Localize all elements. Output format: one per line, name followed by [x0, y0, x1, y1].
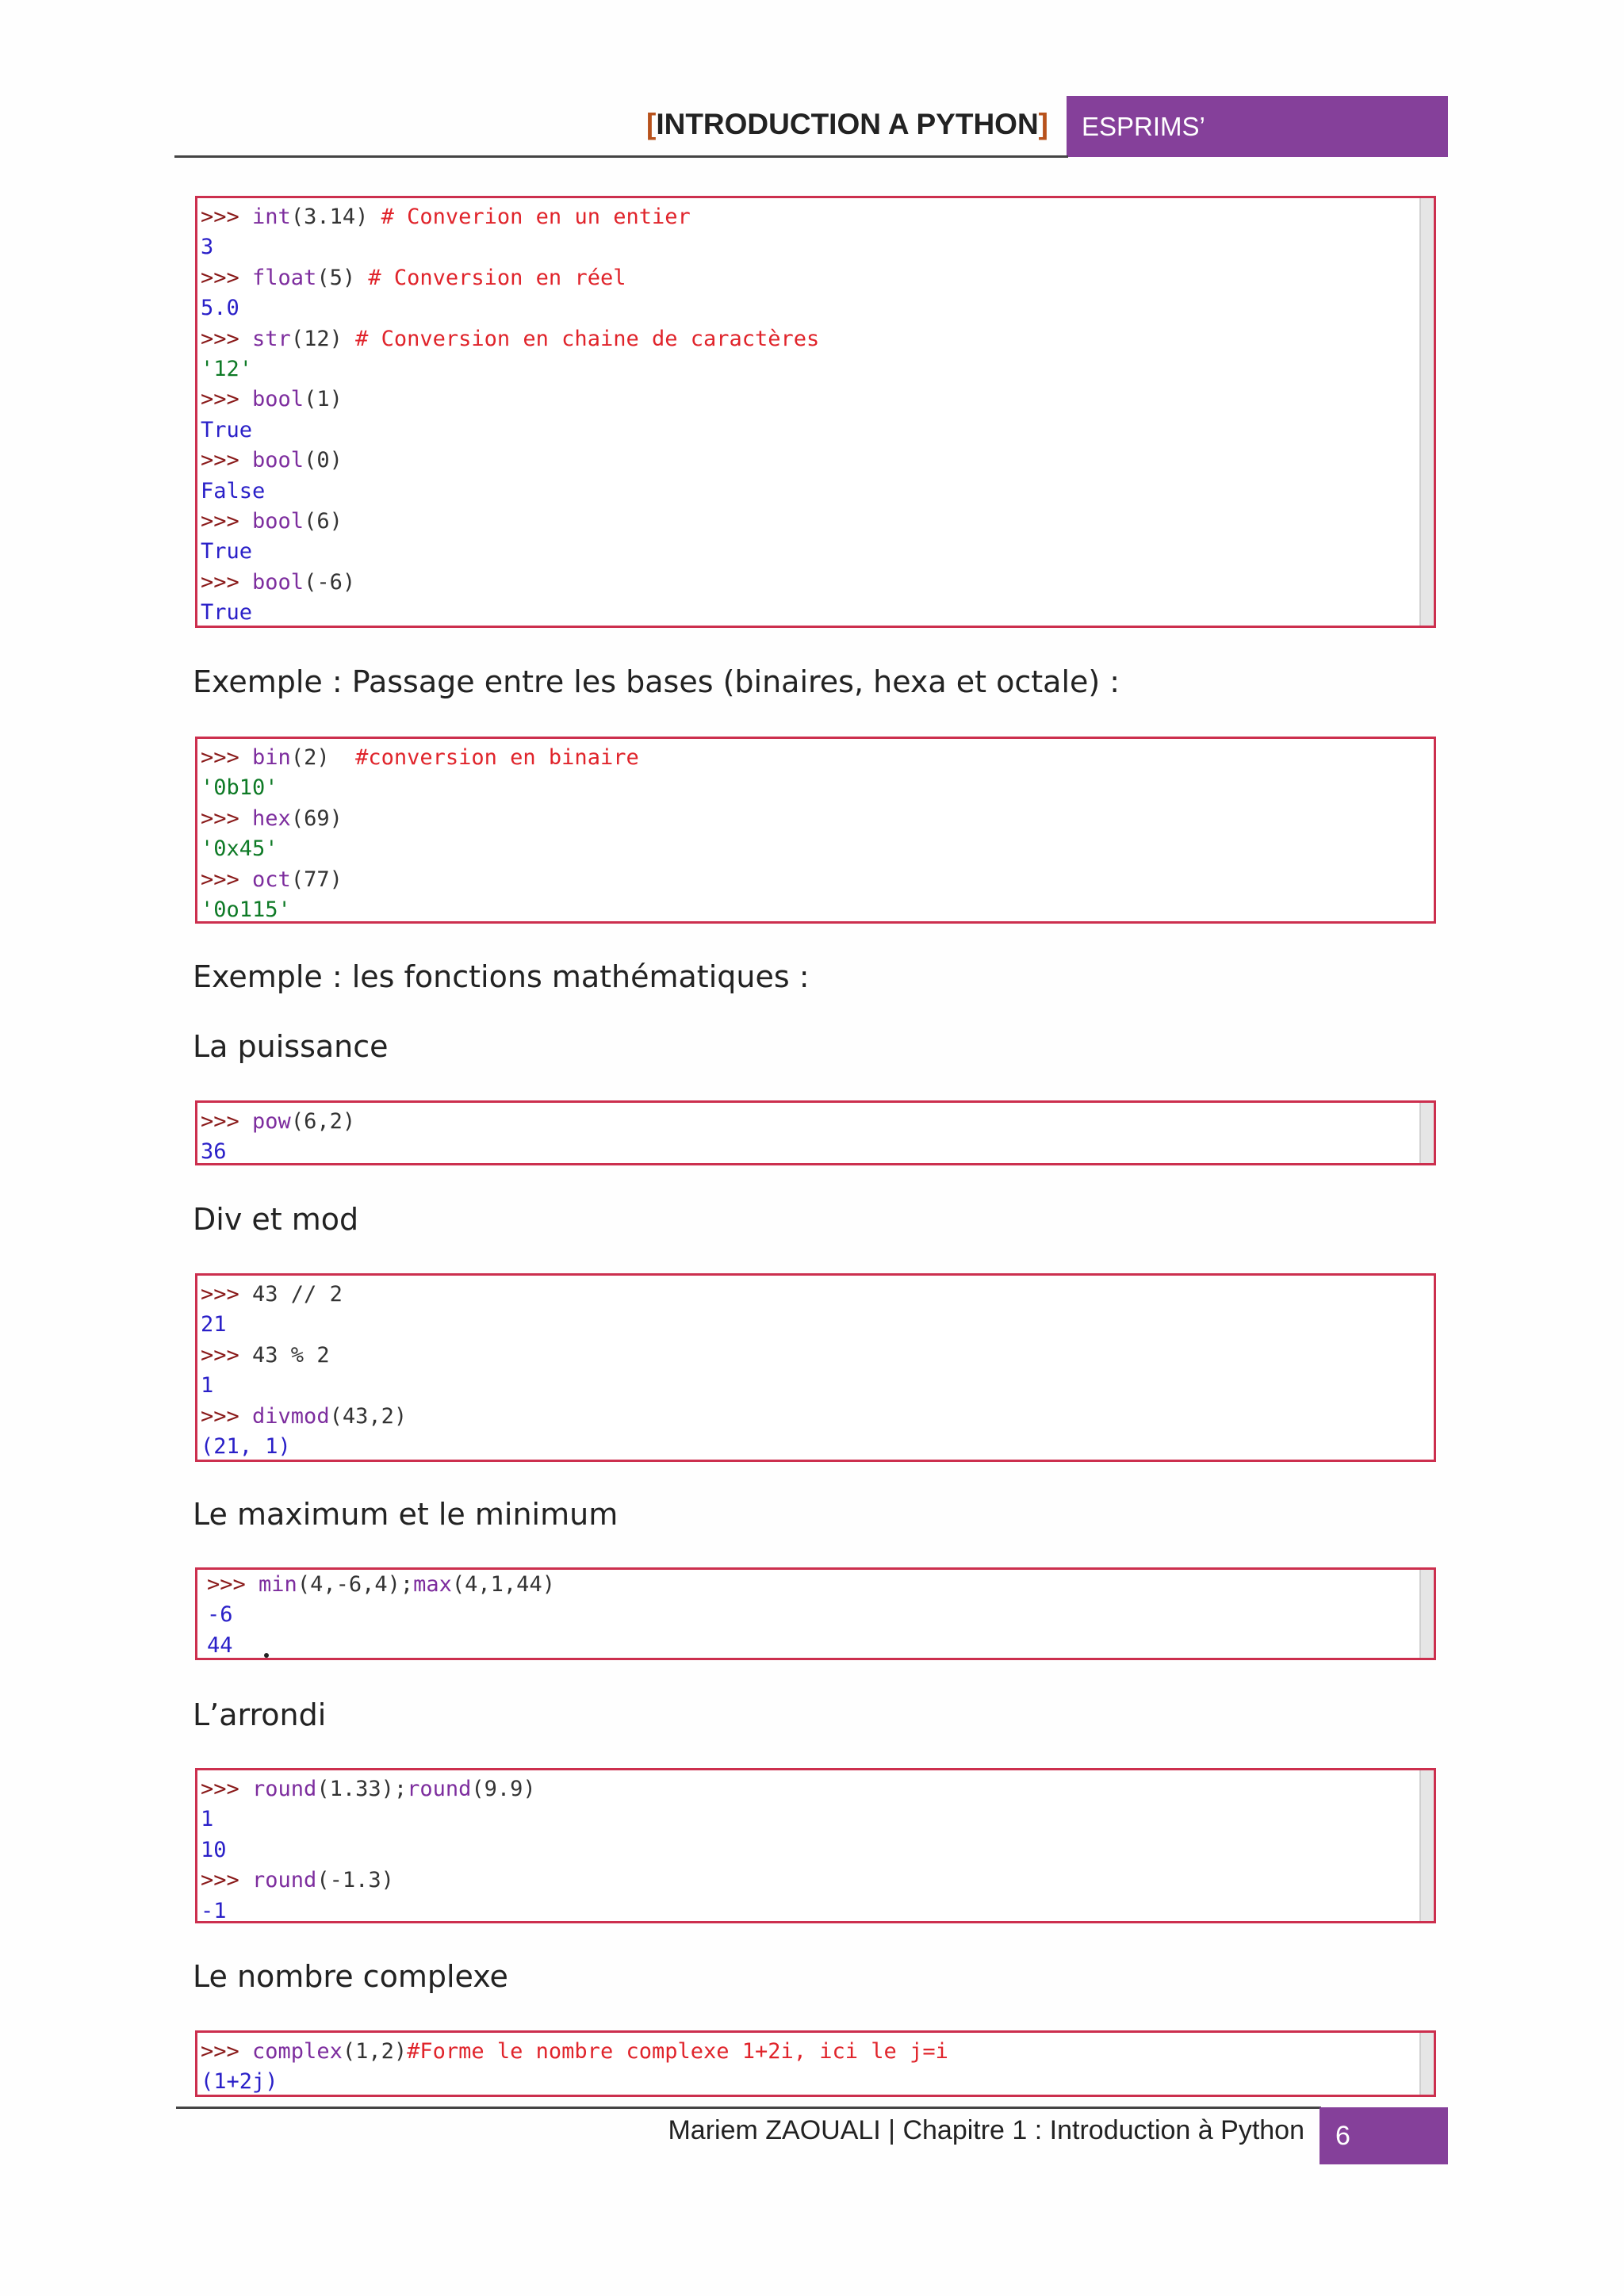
function-name: round — [239, 1777, 317, 1801]
function-name: bool — [239, 448, 304, 473]
scrollbar[interactable] — [1419, 1770, 1434, 1921]
prompt: >>> — [201, 205, 239, 229]
prompt: >>> — [201, 1282, 239, 1307]
prompt: >>> — [201, 1109, 239, 1134]
page-number: 6 — [1335, 2121, 1350, 2151]
arguments: (6) — [304, 508, 343, 534]
function-name: round — [407, 1777, 472, 1801]
code-comment: #conversion en binaire — [355, 745, 639, 770]
code-line — [201, 1835, 1434, 1866]
prompt: >>> — [201, 867, 239, 892]
output-value: True — [201, 417, 253, 442]
code-line — [201, 1341, 1434, 1371]
code-line — [201, 202, 1434, 232]
code-line — [201, 354, 1434, 385]
code-lines — [197, 1770, 1434, 1923]
code-line — [201, 804, 1434, 834]
code-line — [201, 773, 1434, 803]
code-box-bases — [195, 737, 1436, 924]
document-header-title — [646, 108, 1048, 141]
code-line — [201, 293, 1434, 323]
footer-rule — [176, 2107, 1321, 2109]
code-lines — [197, 2033, 1434, 2097]
code-lines — [197, 1276, 1434, 1462]
label-power: La puissance — [193, 1029, 389, 1064]
code-lines — [197, 198, 1434, 628]
code-line — [201, 324, 1434, 354]
function-name: max — [413, 1572, 452, 1597]
code-line — [201, 1310, 1434, 1340]
prompt: >>> — [201, 806, 239, 831]
code-line — [201, 598, 1434, 628]
output-string: '0b10' — [201, 775, 278, 801]
code-comment: #Forme le nombre complexe 1+2i, ici le j=i — [407, 2039, 948, 2064]
arguments: (4,1,44) — [451, 1572, 555, 1597]
code-line — [207, 1570, 1434, 1600]
output-string: '12' — [201, 356, 253, 381]
page-number-badge — [1320, 2107, 1448, 2164]
code-line — [201, 834, 1434, 864]
code-box-complex — [195, 2030, 1436, 2097]
output-value: -1 — [201, 1898, 227, 1923]
prompt: >>> — [201, 569, 239, 595]
arguments: (-1.3) — [316, 1868, 394, 1893]
arguments: (77) — [290, 867, 343, 892]
scrollbar[interactable] — [1419, 1103, 1434, 1163]
arguments: (43,2) — [329, 1403, 408, 1429]
output-value: -6 — [207, 1602, 233, 1628]
code-comment: # Conversion en chaine de caractères — [355, 326, 820, 351]
code-lines — [197, 1570, 1434, 1660]
scrollbar[interactable] — [1419, 2033, 1434, 2095]
code-line — [201, 743, 1434, 773]
function-name: min — [245, 1572, 297, 1597]
label-div-mod: Div et mod — [193, 1202, 359, 1237]
code-line — [201, 1896, 1434, 1923]
header-school-text: ESPRIMS’ — [1082, 112, 1205, 141]
function-name: float — [239, 265, 317, 290]
output-value: 21 — [201, 1312, 227, 1337]
header-title-text: INTRODUCTION A PYTHON — [656, 108, 1039, 140]
function-name: bool — [239, 508, 304, 534]
arguments: (69) — [290, 806, 343, 831]
output-value: 1 — [201, 1807, 214, 1832]
header-rule — [174, 155, 1068, 158]
code-comment: # Converion en un entier — [381, 205, 691, 229]
label-math-functions: Exemple : les fonctions mathématiques : — [193, 959, 810, 994]
arguments: (1,2) — [342, 2039, 408, 2064]
code-line — [201, 1866, 1434, 1896]
code-line — [201, 1804, 1434, 1835]
scrollbar[interactable] — [1419, 198, 1434, 626]
code-line — [201, 568, 1434, 598]
arguments: 43 % 2 — [239, 1342, 330, 1368]
code-box-round — [195, 1768, 1436, 1923]
code-box-conversions — [195, 196, 1436, 628]
code-line — [201, 1402, 1434, 1432]
function-name: round — [239, 1868, 317, 1893]
output-value: (1+2j) — [201, 2069, 278, 2095]
code-line — [201, 446, 1434, 476]
code-line — [201, 2037, 1434, 2067]
code-line — [201, 385, 1434, 415]
code-box-power — [195, 1100, 1436, 1165]
stray-dot — [264, 1653, 269, 1658]
code-box-minmax — [195, 1567, 1436, 1660]
prompt: >>> — [201, 508, 239, 534]
code-line — [201, 1774, 1434, 1804]
code-line — [201, 476, 1434, 507]
output-value: (21, 1) — [201, 1433, 291, 1459]
function-name: hex — [239, 806, 291, 831]
arguments: (2) — [290, 745, 356, 770]
label-complex: Le nombre complexe — [193, 1959, 508, 1994]
code-line — [201, 537, 1434, 567]
prompt: >>> — [201, 1868, 239, 1893]
arguments: (1) — [304, 387, 343, 412]
arguments: (-6) — [304, 569, 356, 595]
code-line — [201, 895, 1434, 924]
prompt: >>> — [201, 448, 239, 473]
prompt: >>> — [201, 387, 239, 412]
arguments: (1.33); — [316, 1777, 408, 1801]
prompt: >>> — [207, 1572, 246, 1597]
output-value: 10 — [201, 1837, 227, 1862]
arguments: 43 // 2 — [239, 1282, 343, 1307]
arguments: (0) — [304, 448, 343, 473]
function-name: str — [239, 326, 291, 351]
output-string: '0x45' — [201, 836, 278, 862]
label-round: L’arrondi — [193, 1697, 327, 1732]
code-line — [201, 415, 1434, 446]
output-value: 3 — [201, 235, 214, 260]
output-value: True — [201, 600, 253, 626]
label-bases: Exemple : Passage entre les bases (binaires, hexa et octale) : — [193, 664, 1120, 699]
arguments: (6,2) — [290, 1109, 356, 1134]
prompt: >>> — [201, 745, 239, 770]
output-value: 36 — [201, 1139, 227, 1165]
arguments: (9.9) — [471, 1777, 536, 1801]
code-line — [201, 2067, 1434, 2097]
bracket-open: [ — [645, 108, 657, 140]
function-name: bool — [239, 569, 304, 595]
arguments: (4,-6,4); — [297, 1572, 414, 1597]
output-value: 44 — [207, 1632, 233, 1658]
bracket-close: ] — [1038, 108, 1048, 140]
label-min-max: Le maximum et le minimum — [193, 1497, 619, 1532]
function-name: bool — [239, 387, 304, 412]
prompt: >>> — [201, 1342, 239, 1368]
code-line — [201, 1137, 1434, 1165]
header-school-badge — [1067, 96, 1448, 157]
output-value: 5.0 — [201, 296, 239, 321]
output-string: '0o115' — [201, 897, 291, 922]
output-value: True — [201, 539, 253, 564]
arguments: (3.14) — [290, 205, 381, 229]
code-line — [201, 1371, 1434, 1401]
code-line — [201, 865, 1434, 895]
function-name: divmod — [239, 1403, 330, 1429]
code-comment: # Conversion en réel — [368, 265, 626, 290]
code-line — [201, 1107, 1434, 1137]
function-name: pow — [239, 1109, 291, 1134]
code-line — [207, 1631, 1434, 1660]
prompt: >>> — [201, 1403, 239, 1429]
code-line — [201, 1432, 1434, 1462]
prompt: >>> — [201, 2039, 239, 2064]
code-line — [207, 1600, 1434, 1630]
arguments: (5) — [316, 265, 369, 290]
prompt: >>> — [201, 326, 239, 351]
function-name: oct — [239, 867, 291, 892]
code-line — [201, 263, 1434, 293]
code-line — [201, 232, 1434, 262]
code-box-divmod — [195, 1273, 1436, 1462]
code-line — [201, 507, 1434, 537]
arguments: (12) — [290, 326, 356, 351]
scrollbar[interactable] — [1419, 1570, 1434, 1658]
function-name: complex — [239, 2039, 343, 2064]
code-lines — [197, 1103, 1434, 1165]
code-line — [201, 1280, 1434, 1310]
function-name: int — [239, 205, 291, 229]
footer-author-chapter: Mariem ZAOUALI | Chapitre 1 : Introduction à Python — [668, 2115, 1304, 2145]
output-value: False — [201, 478, 266, 503]
output-value: 1 — [201, 1373, 214, 1399]
prompt: >>> — [201, 1777, 239, 1801]
code-lines — [197, 739, 1434, 924]
prompt: >>> — [201, 265, 239, 290]
function-name: bin — [239, 745, 291, 770]
